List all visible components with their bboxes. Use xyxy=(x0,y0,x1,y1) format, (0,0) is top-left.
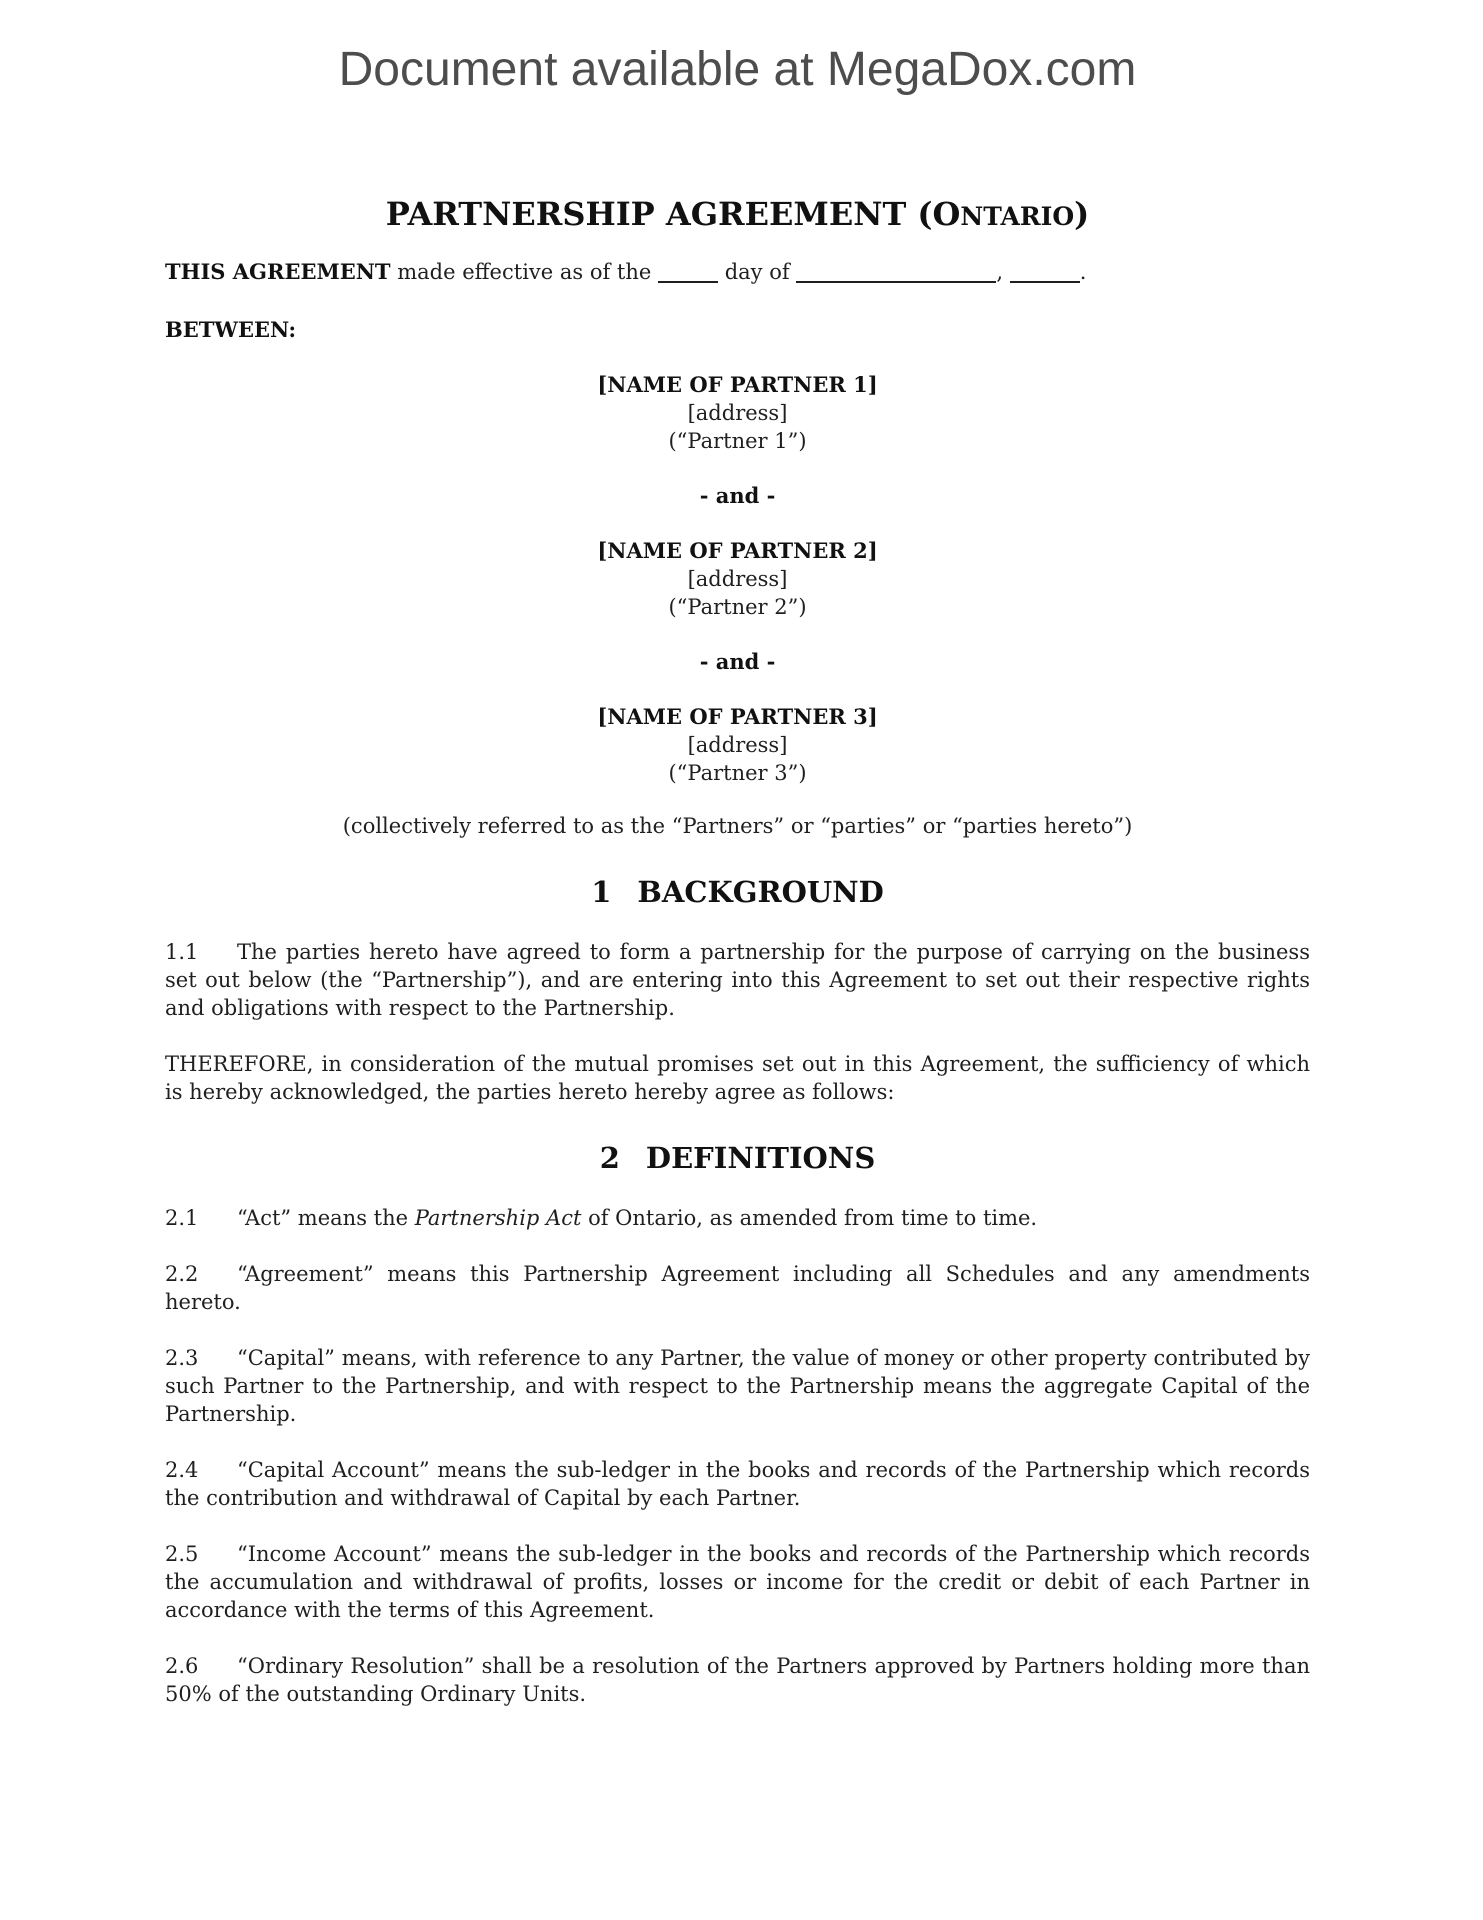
day-blank-line xyxy=(658,265,718,283)
intro-comma: , xyxy=(996,259,1003,284)
clause-text-pre: “Act” means the xyxy=(237,1205,415,1230)
party-block-1 xyxy=(165,371,1310,455)
intro-text-1: made effective as of the xyxy=(397,259,652,284)
clause-number: 1.1 xyxy=(165,939,199,964)
party-address: [address] xyxy=(687,400,788,425)
clause-text-post: of Ontario, as amended from time to time. xyxy=(581,1205,1038,1230)
intro-text-2: day of xyxy=(724,259,790,284)
document-title-close: ) xyxy=(1074,194,1090,233)
clause-number: 2.1 xyxy=(165,1205,199,1230)
party-block-2 xyxy=(165,537,1310,621)
year-blank-line xyxy=(1010,265,1080,283)
and-separator: - and - xyxy=(699,482,776,508)
party-alias: (“Partner 1”) xyxy=(668,428,807,453)
clause-number: 2.5 xyxy=(165,1541,199,1566)
intro-period: . xyxy=(1079,259,1087,284)
document-title xyxy=(165,195,1310,236)
month-blank-line xyxy=(796,265,996,283)
between-label: BETWEEN: xyxy=(165,316,297,342)
clause-2-4 xyxy=(165,1456,1310,1512)
party-block-3 xyxy=(165,703,1310,787)
section-heading-background xyxy=(165,874,1310,910)
clause-1-1 xyxy=(165,938,1310,1022)
party-name: [NAME OF PARTNER 2] xyxy=(597,537,878,563)
clause-text: “Agreement” means this Partnership Agreement including all Schedules and any amendments hereto. xyxy=(165,1261,1310,1314)
clause-2-3 xyxy=(165,1344,1310,1428)
clause-text: “Capital Account” means the sub-ledger in the books and records of the Partnership which records the contribution and withdrawal of Capital by each Partner. xyxy=(165,1457,1310,1510)
clause-text: “Ordinary Resolution” shall be a resolution of the Partners approved by Partners holding more than 50% of the outstanding Ordinary Units. xyxy=(165,1653,1310,1706)
document-title-smallcaps: NTARIO xyxy=(960,201,1075,231)
party-address: [address] xyxy=(687,566,788,591)
clause-text-italic: Partnership Act xyxy=(414,1205,582,1230)
document-title-main: PARTNERSHIP AGREEMENT (O xyxy=(385,194,961,233)
party-name: [NAME OF PARTNER 1] xyxy=(597,371,878,397)
clause-number: 2.4 xyxy=(165,1457,199,1482)
intro-paragraph xyxy=(165,258,1310,286)
intro-bold-lead: THIS AGREEMENT xyxy=(165,258,391,284)
party-address: [address] xyxy=(687,732,788,757)
party-alias: (“Partner 3”) xyxy=(668,760,807,785)
clause-2-2 xyxy=(165,1260,1310,1316)
clause-number: 2.3 xyxy=(165,1345,199,1370)
clause-number: 2.6 xyxy=(165,1653,199,1678)
therefore-paragraph: THEREFORE, in consideration of the mutual promises set out in this Agreement, the sufficiency of which is hereby acknowledged, the parties hereto hereby agree as follows: xyxy=(165,1051,1310,1104)
party-name: [NAME OF PARTNER 3] xyxy=(597,703,878,729)
clause-2-6 xyxy=(165,1652,1310,1708)
clause-2-5 xyxy=(165,1540,1310,1624)
and-separator: - and - xyxy=(699,648,776,674)
clause-number: 2.2 xyxy=(165,1261,199,1286)
clause-text: “Capital” means, with reference to any Partner, the value of money or other property contributed by such Partner to the Partnership, and with respect to the Partnership means the aggregate Capital of the Partnership. xyxy=(165,1345,1310,1426)
section-number: 1 xyxy=(591,874,612,909)
watermark-text: Document available at MegaDox.com xyxy=(338,43,1137,96)
clause-text: The parties hereto have agreed to form a partnership for the purpose of carrying on the business set out below (the “Partnership”), and are entering into this Agreement to set out their respective rights and obligations with respect to the Partnership. xyxy=(165,939,1310,1020)
section-title: DEFINITIONS xyxy=(645,1140,876,1175)
section-number: 2 xyxy=(599,1140,620,1175)
section-title: BACKGROUND xyxy=(637,874,884,909)
clause-2-1 xyxy=(165,1204,1310,1232)
clause-text: “Income Account” means the sub-ledger in the books and records of the Partnership which records the accumulation and withdrawal of profits, losses or income for the credit or debit of each Partner in accordance with the terms of this Agreement. xyxy=(165,1541,1310,1622)
party-alias: (“Partner 2”) xyxy=(668,594,807,619)
collective-reference-note: (collectively referred to as the “Partners” or “parties” or “parties hereto”) xyxy=(342,813,1133,838)
section-heading-definitions xyxy=(165,1140,1310,1176)
